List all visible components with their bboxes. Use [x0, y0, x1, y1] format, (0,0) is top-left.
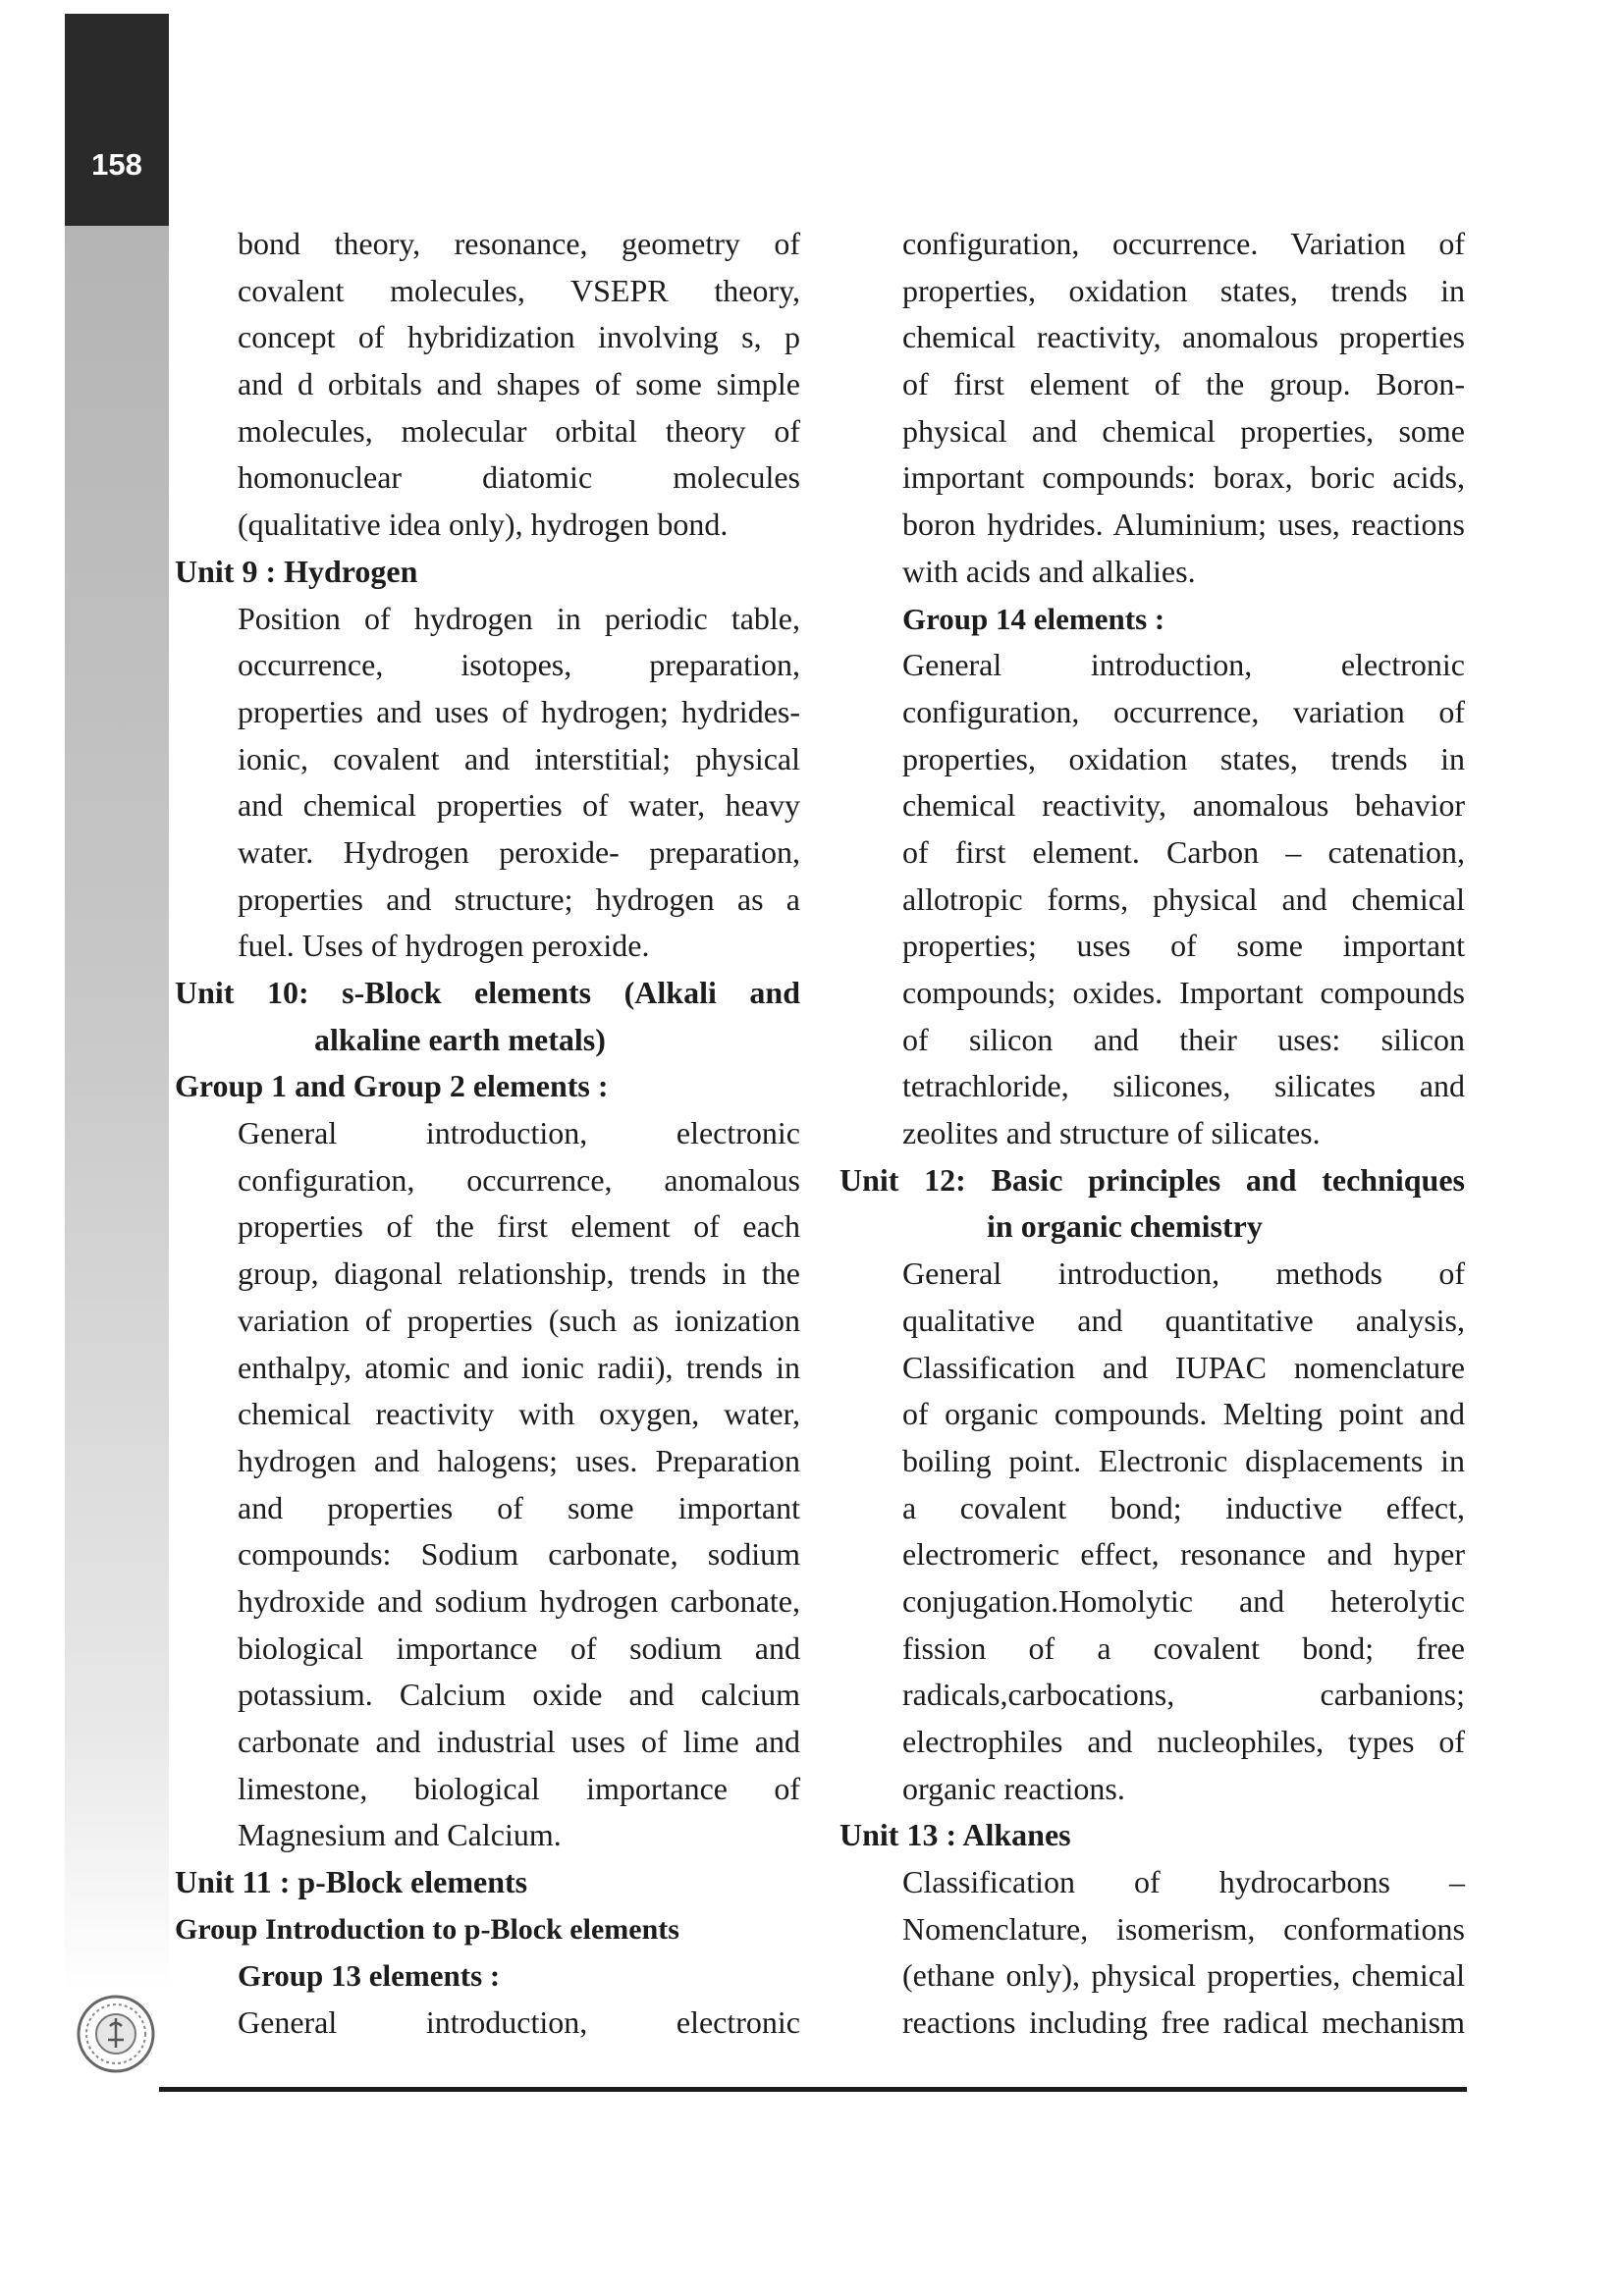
body-line: tetrachloride, silicones, silicates and	[902, 1068, 1465, 1104]
body-line: Classification of hydrocarbons –	[902, 1864, 1465, 1900]
body-line: of organic compounds. Melting point and	[902, 1396, 1465, 1432]
group-heading: Group 14 elements :	[902, 601, 1165, 636]
body-line: chemical reactivity, anomalous behavior	[902, 787, 1465, 824]
side-strip	[65, 226, 169, 1993]
body-line: of first element. Carbon – catenation,	[902, 833, 1465, 870]
body-line: electrophiles and nucleophiles, types of	[902, 1724, 1465, 1759]
body-line: group, diagonal relationship, trends in the	[238, 1255, 800, 1292]
body-line: reactions including free radical mechanism	[902, 2004, 1465, 2041]
body-line: Classification and IUPAC nomenclature	[902, 1349, 1465, 1385]
body-line: concept of hybridization involving s, p	[238, 319, 800, 355]
unit-heading: Unit 10: s-Block elements (Alkali and	[175, 975, 800, 1010]
body-line: properties; uses of some important	[902, 928, 1465, 964]
unit-heading: Group 1 and Group 2 elements :	[175, 1068, 609, 1104]
body-line: and chemical properties of water, heavy	[238, 787, 800, 824]
body-line: configuration, occurrence. Variation of	[902, 226, 1465, 261]
body-line: occurrence, isotopes, preparation,	[238, 647, 800, 683]
body-line: properties and uses of hydrogen; hydrides-	[238, 693, 800, 729]
body-line: homonuclear diatomic molecules	[238, 459, 800, 496]
page-number: 158	[91, 147, 142, 182]
body-line: (qualitative idea only), hydrogen bond.	[238, 507, 729, 543]
unit-heading: Unit 11 : p-Block elements	[175, 1864, 528, 1900]
body-line: qualitative and quantitative analysis,	[902, 1302, 1465, 1338]
body-line: electromeric effect, resonance and hyper	[902, 1536, 1465, 1573]
left-column	[175, 221, 800, 2047]
body-line: biological importance of sodium and	[238, 1629, 800, 1666]
body-line: with acids and alkalies.	[902, 553, 1196, 589]
body-line: organic reactions.	[902, 1770, 1125, 1806]
body-line: radicals,carbocations, carbanions;	[902, 1677, 1465, 1713]
body-line: compounds: Sodium carbonate, sodium	[238, 1536, 800, 1573]
unit-heading: alkaline earth metals)	[314, 1021, 606, 1057]
body-line: covalent molecules, VSEPR theory,	[238, 272, 800, 308]
bottom-rule	[159, 2087, 1467, 2092]
body-line: Magnesium and Calcium.	[238, 1817, 562, 1853]
body-line: molecules, molecular orbital theory of	[238, 412, 800, 449]
body-line: General introduction, electronic	[238, 2004, 800, 2041]
body-line: enthalpy, atomic and ionic radii), trends in	[238, 1349, 800, 1385]
body-line: General introduction, electronic	[902, 647, 1465, 683]
right-column	[839, 221, 1465, 2047]
body-line: important compounds: borax, boric acids,	[902, 459, 1465, 496]
body-line: hydrogen and halogens; uses. Preparation	[238, 1442, 800, 1478]
body-line: (ethane only), physical properties, chemical	[902, 1957, 1465, 1994]
body-line: a covalent bond; inductive effect,	[902, 1489, 1465, 1525]
body-line: fuel. Uses of hydrogen peroxide.	[238, 928, 650, 964]
body-line: physical and chemical properties, some	[902, 412, 1465, 449]
body-line: chemical reactivity, anomalous properties	[902, 319, 1465, 355]
body-line: boron hydrides. Aluminium; uses, reactions	[902, 507, 1465, 543]
emblem-icon	[75, 1993, 157, 2075]
body-line: limestone, biological importance of	[238, 1770, 800, 1806]
body-line: properties, oxidation states, trends in	[902, 740, 1465, 776]
body-line: hydroxide and sodium hydrogen carbonate,	[238, 1582, 800, 1619]
body-line: bond theory, resonance, geometry of	[238, 226, 800, 261]
body-line: boiling point. Electronic displacements in	[902, 1442, 1465, 1478]
body-line: Nomenclature, isomerism, conformations	[902, 1910, 1465, 1947]
unit-heading: in organic chemistry	[987, 1208, 1263, 1245]
body-line: configuration, occurrence, variation of	[902, 693, 1465, 729]
group-heading: Group Introduction to p-Block elements	[175, 1912, 679, 1946]
body-line: of silicon and their uses: silicon	[902, 1021, 1465, 1057]
body-line: Position of hydrogen in periodic table,	[238, 600, 800, 636]
body-line: potassium. Calcium oxide and calcium	[238, 1677, 800, 1713]
body-line: chemical reactivity with oxygen, water,	[238, 1396, 800, 1432]
body-line: General introduction, electronic	[238, 1115, 800, 1151]
body-line: conjugation.Homolytic and heterolytic	[902, 1582, 1465, 1619]
body-line: and properties of some important	[238, 1489, 800, 1525]
unit-heading: Unit 13 : Alkanes	[839, 1817, 1071, 1853]
body-line: water. Hydrogen peroxide- preparation,	[238, 833, 800, 870]
group-heading: Group 13 elements :	[238, 1958, 501, 1994]
body-line: properties, oxidation states, trends in	[902, 272, 1465, 308]
body-line: General introduction, methods of	[902, 1255, 1465, 1292]
body-line: configuration, occurrence, anomalous	[238, 1161, 800, 1198]
page-tab	[65, 14, 169, 226]
unit-heading: Unit 12: Basic principles and techniques	[839, 1161, 1465, 1198]
body-line: ionic, covalent and interstitial; physical	[238, 740, 800, 776]
body-line: properties and structure; hydrogen as a	[238, 881, 800, 917]
body-line: carbonate and industrial uses of lime and	[238, 1724, 800, 1759]
unit-heading: Unit 9 : Hydrogen	[175, 553, 418, 589]
body-line: and d orbitals and shapes of some simple	[238, 366, 800, 402]
body-line: compounds; oxides. Important compounds	[902, 975, 1465, 1010]
body-line: zeolites and structure of silicates.	[902, 1115, 1321, 1151]
body-line: of first element of the group. Boron-	[902, 366, 1465, 402]
body-line: allotropic forms, physical and chemical	[902, 881, 1465, 917]
body-line: variation of properties (such as ionization	[238, 1302, 800, 1338]
body-line: properties of the first element of each	[238, 1208, 800, 1245]
body-line: fission of a covalent bond; free	[902, 1629, 1465, 1666]
